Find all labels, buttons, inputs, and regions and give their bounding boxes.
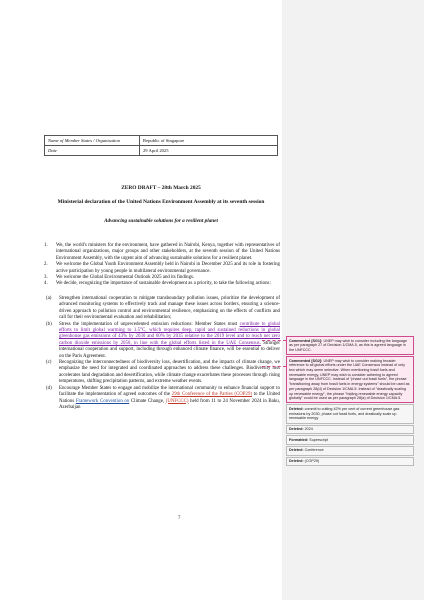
action-b — [46, 322, 280, 360]
revision-text: Conference — [304, 448, 324, 453]
date-label: Date — [45, 146, 140, 156]
unfccc-link[interactable]: Framework Convention on — [75, 398, 130, 404]
action-list — [46, 296, 280, 411]
paragraph-text: We decide, recognizing the importance of sustainable development as a priority, to take the following actions: — [56, 281, 271, 287]
paragraph-number: 1. — [44, 243, 48, 248]
action-letter: (a) — [46, 296, 52, 301]
date-value[interactable]: 29 April 2025 — [140, 146, 278, 156]
action-a — [46, 296, 280, 322]
tracked-insertion[interactable]: 29th Conference of the Parties (COP29) — [171, 392, 253, 398]
revision-deleted-3[interactable] — [286, 446, 414, 456]
revision-type: Deleted: — [289, 406, 304, 411]
declaration-subtitle: Advancing sustainable solutions for a resilient planet — [104, 218, 218, 224]
revision-type: Deleted: — [289, 459, 304, 464]
revision-text: (COP29) — [304, 459, 320, 464]
comment-title: Commented [SG2]: — [289, 358, 323, 363]
comment-text: UNEP may wish to consider including the language as per paragraph 27 of Decision 1/CMA.5, as this is agreed language in the UNFCCC. — [289, 338, 408, 352]
revision-text: Superscript — [309, 437, 328, 442]
paragraph-text: We welcome the Global Environmental Outlook 2025 and its findings. — [56, 275, 195, 281]
page-number: 7 — [178, 516, 181, 521]
action-letter: (d) — [46, 385, 52, 391]
action-text: Strengthen international cooperation to mitigate transboundary pollution issues, prioritize the development of advanced monitoring systems to effectively track and manage these issues across borders, ensuring a science-driven approach to pollution control and environmental resilience, emphasizing on the effects of conflicts and call for their environmental evaluation and rehabilitation; — [59, 296, 280, 321]
revision-deleted-2[interactable] — [286, 425, 414, 435]
paragraph-number: 4. — [44, 281, 48, 287]
revision-type: Formatted: — [289, 437, 309, 442]
action-d — [46, 386, 280, 412]
revision-text: 2024 — [304, 427, 313, 432]
action-c — [46, 360, 280, 386]
action-letter: (b) — [46, 321, 52, 327]
revision-type: Deleted: — [289, 427, 304, 432]
revision-deleted-1[interactable] — [286, 404, 414, 423]
paragraph-text: We welcome the Global Youth Environment Assembly held in Nairobi in December 2025 and its role in fostering active participation by young people in multilateral environmental governance. — [56, 262, 280, 274]
revision-text: commit to cutting 42% per cent of current greenhouse gas emissions by 2030, phase out fossil fuels, and drastically scale up renewable energy — [289, 406, 400, 421]
action-text: Stronger international cooperation and support, including through enhanced climate finance, will be essential to deliver on the Paris Agreement. — [59, 340, 280, 359]
member-value[interactable]: Republic of Singapore — [140, 136, 278, 146]
paragraph-2 — [44, 262, 280, 275]
comment-leader — [262, 366, 286, 367]
action-text: Climate Change, — [130, 398, 165, 404]
comment-leader — [262, 340, 286, 341]
revision-deleted-4[interactable] — [286, 457, 414, 467]
draft-heading: ZERO DRAFT – 28th March 2025 — [121, 185, 201, 191]
member-label: Name of Member States / Organisation — [45, 136, 140, 146]
comment-sg2[interactable] — [286, 356, 414, 403]
tracked-insertion[interactable]: (UNFCCC) — [165, 398, 189, 404]
paragraph-text: We, the world's ministers for the environment, have gathered in Nairobi, Kenya, together with representatives of international organizations, major groups and other stakeholders, at the seventh session of the United Nations Environment Assembly, with the urgent aim of advancing sustainable solutions for a resilient planet. — [56, 243, 280, 261]
comment-sg1[interactable] — [286, 336, 414, 355]
declaration-title: Ministerial declaration of the United Nations Environment Assembly at its seventh session — [57, 199, 265, 205]
paragraph-number: 2. — [44, 262, 48, 268]
paragraph-1 — [44, 243, 280, 262]
paragraph-number: 3. — [44, 275, 48, 281]
action-text: to the United Nations — [59, 392, 280, 404]
revision-formatted[interactable] — [286, 435, 414, 445]
comment-gutter — [282, 0, 424, 600]
comment-title: Commented [SG1]: — [289, 338, 323, 343]
numbered-paragraphs — [44, 243, 280, 288]
action-text: Recognizing the interconnectedness of biodiversity loss, desertification, and the impacts of climate change, we emphasize the need for integrated and coordinated approaches to address these challenges. Biodiversity loss accelerates land degradation and desertification, while climate change exacerbates these processes through rising temperatures, shifting precipitation patterns, and extreme weather events. — [59, 360, 280, 385]
action-text: Encourage Member States to engage and mobilize the international community to enhance financial support to facilitate the implementation of agreed outcomes of the — [59, 385, 280, 398]
action-text: held from 11 to 24 November 2024 in Baku, Azerbaijan — [59, 398, 280, 410]
comment-stack — [286, 336, 414, 466]
comment-text: UNEP may wish to consider making broader reference to all global efforts under the UAE Consensus instead of only two which may seem selective. When mentioning fossil fuels and renewable energy, UNEP may wish to consider adhering to agreed language in the UNFCCC. Instead of "phase out fossil fuels", the phrase "transitioning away from fossil fuels in energy systems" should be used as per paragraph 28(d) of Decision 1/CMA.5. Instead of "drastically scaling up renewable energy", the phrase "tripling renewable energy capacity globally" could be used as per paragraph 28(a) of Decision 1/CMA.5. — [289, 358, 410, 401]
action-letter: (c) — [46, 360, 52, 366]
action-text: Stress the implementation of unprecedented emission reductions: Member States must — [59, 321, 238, 327]
revision-type: Deleted: — [289, 448, 304, 453]
tracked-insertion[interactable]: contribute to global efforts to limit global warming to 1.5°C, which requires deep, rapid and sustained reductions in global greenhouse gas emissions of 43% by 2030 and 60% by 2035 relative to the 2019 level and to reach net zero carbon dioxide emissions by 2050, in line with the global efforts listed in the UAE Consensus. — [59, 321, 280, 346]
member-info-table — [44, 135, 278, 156]
paragraph-4 — [44, 281, 280, 287]
